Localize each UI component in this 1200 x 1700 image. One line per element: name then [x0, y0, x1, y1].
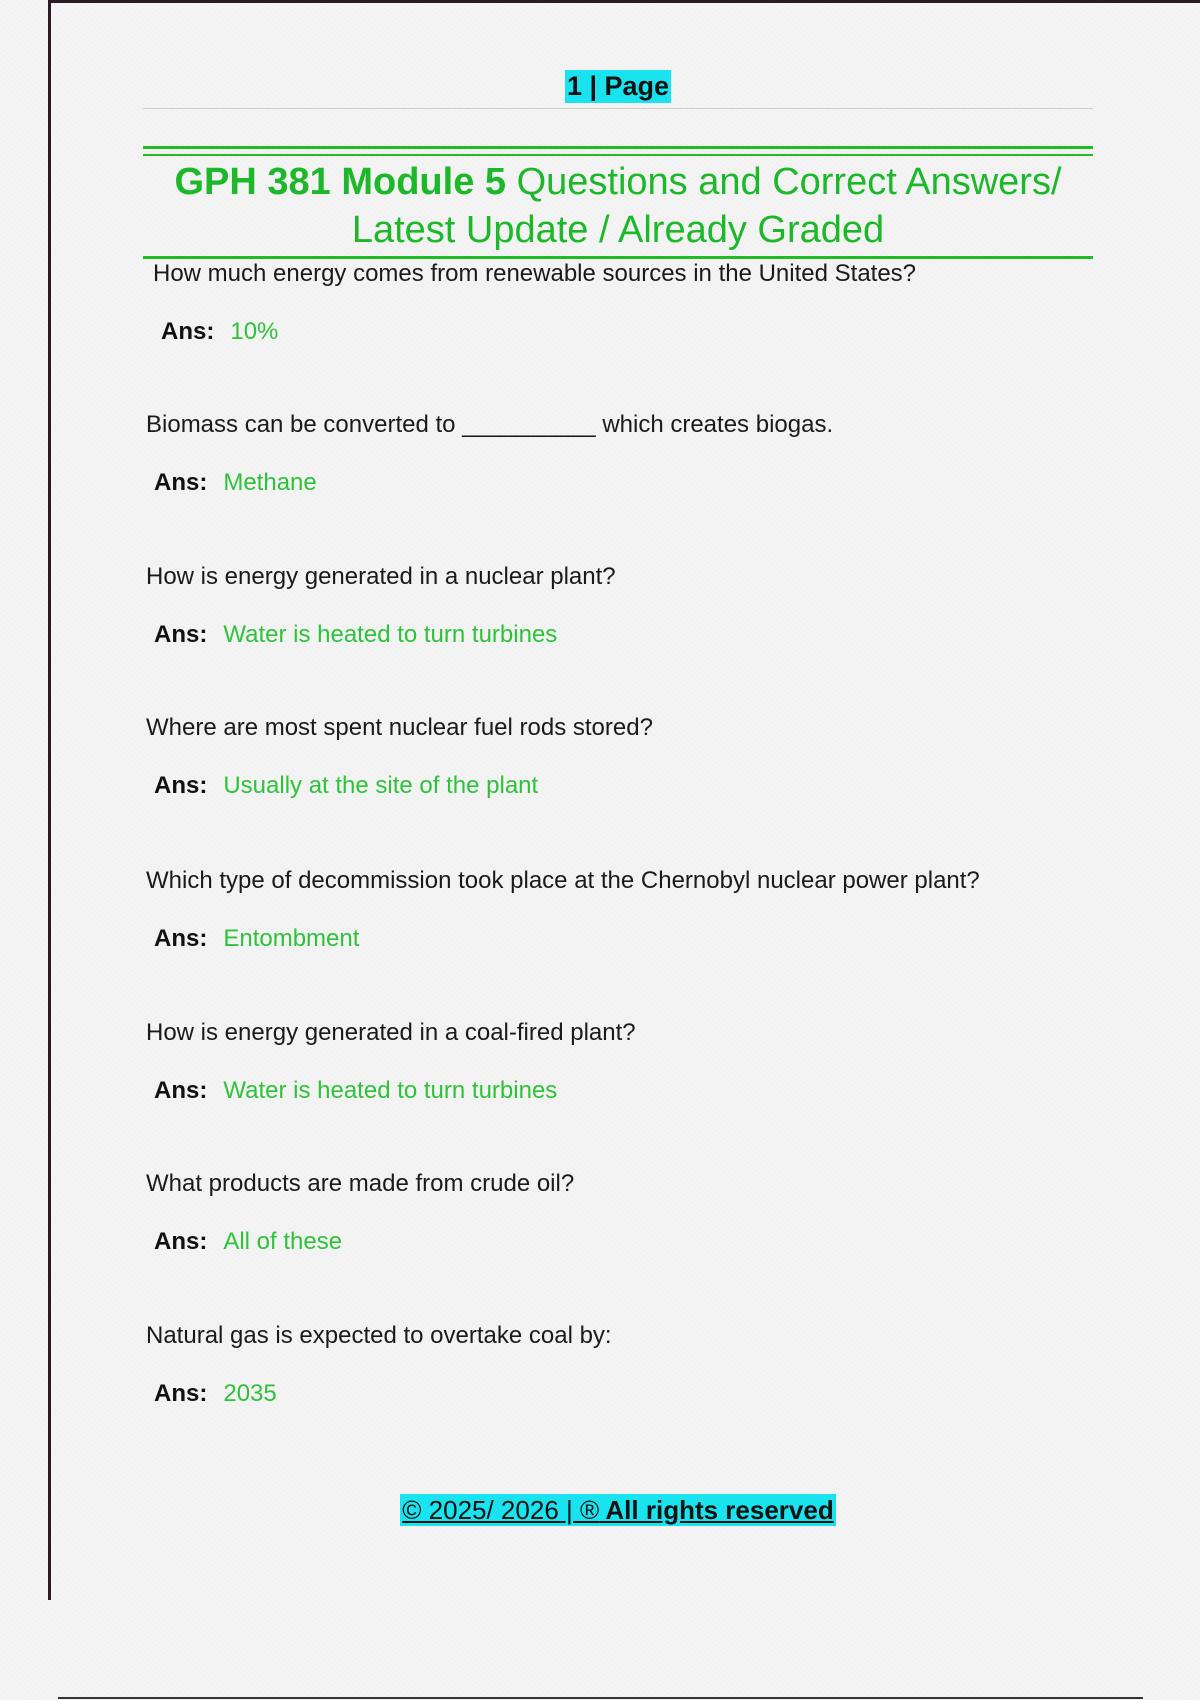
answer-line [154, 620, 557, 650]
title-course-code: GPH 381 Module 5 [174, 161, 507, 203]
answer-line [154, 771, 538, 801]
page-border-bottom [58, 1697, 1143, 1699]
copyright-notice [400, 1494, 835, 1526]
question-text: How much energy comes from renewable sources in the United States? [153, 260, 917, 287]
answer-value: Water is heated to turn turbines [223, 621, 558, 648]
title-line2: Latest Update / Already Graded [351, 209, 885, 251]
document-title [143, 158, 1093, 254]
answer-label: Ans: [154, 1380, 208, 1407]
title-rule-top [143, 146, 1093, 149]
answer-label: Ans: [154, 1077, 208, 1104]
question-text: Biomass can be converted to __________ which creates biogas. [146, 411, 834, 438]
answer-line [154, 924, 359, 954]
answer-line [154, 1227, 342, 1257]
answer-label: Ans: [154, 772, 208, 799]
copyright-years: © 2025/ 2026 | ® [402, 1495, 600, 1525]
rights-reserved: All rights reserved [599, 1495, 834, 1525]
answer-value: Water is heated to turn turbines [223, 1077, 558, 1104]
qa-item [146, 1321, 1106, 1407]
answer-value: 10% [230, 318, 279, 345]
title-block [143, 146, 1093, 258]
question-text: Natural gas is expected to overtake coal by: [146, 1322, 612, 1349]
answer-label: Ans: [154, 469, 208, 496]
qa-item [146, 562, 1106, 648]
page-header [0, 70, 1200, 103]
answer-value: All of these [223, 1228, 343, 1255]
qa-item [146, 713, 1106, 799]
qa-item [146, 1018, 1106, 1104]
page-border-top [48, 0, 1200, 3]
answer-value: Usually at the site of the plant [223, 772, 539, 799]
title-line1-rest: Questions and Correct Answers/ [506, 161, 1062, 203]
qa-item [153, 259, 1113, 345]
page-footer [0, 1494, 1200, 1526]
qa-item [146, 410, 1106, 496]
answer-value: Methane [223, 469, 317, 496]
question-text: How is energy generated in a nuclear plant? [146, 563, 616, 590]
qa-item [146, 866, 1106, 952]
answer-line [161, 317, 278, 347]
question-text: How is energy generated in a coal-fired plant? [146, 1019, 636, 1046]
answer-line [154, 1076, 557, 1106]
title-rule-top-second [143, 154, 1093, 156]
answer-label: Ans: [154, 925, 208, 952]
page-border-left [48, 0, 51, 1600]
page-number-label: 1 | Page [566, 71, 670, 101]
question-text: Where are most spent nuclear fuel rods stored? [146, 714, 653, 741]
question-text: Which type of decommission took place at the Chernobyl nuclear power plant? [146, 867, 980, 894]
answer-line [154, 468, 317, 498]
answer-line [154, 1379, 277, 1409]
question-text: What products are made from crude oil? [146, 1170, 575, 1197]
answer-label: Ans: [154, 1228, 208, 1255]
header-divider [143, 108, 1093, 109]
qa-item [146, 1169, 1106, 1255]
answer-value: Entombment [223, 925, 360, 952]
answer-value: 2035 [223, 1380, 277, 1407]
answer-label: Ans: [161, 318, 215, 345]
answer-label: Ans: [154, 621, 208, 648]
